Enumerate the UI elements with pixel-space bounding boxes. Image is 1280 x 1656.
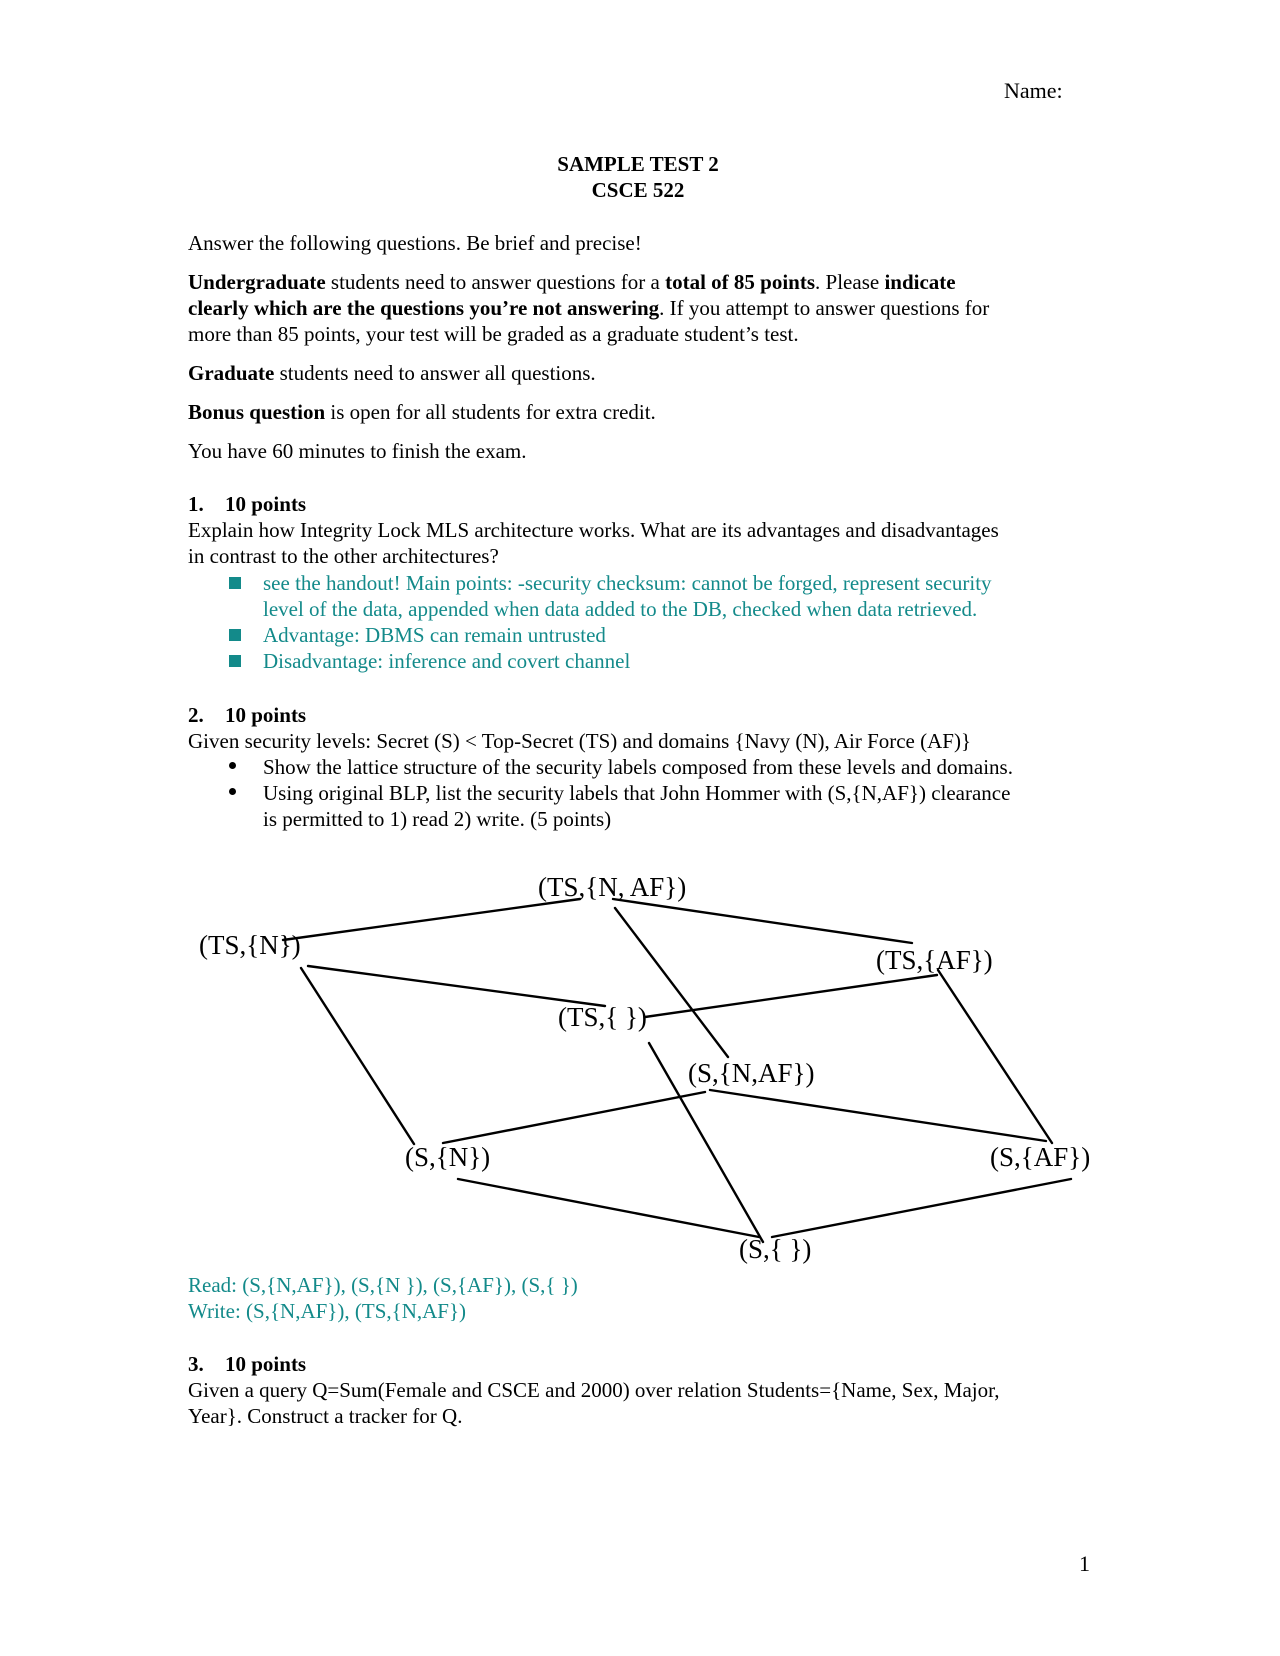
q2-answer-write: Write: (S,{N,AF}), (TS,{N,AF}) — [188, 1299, 467, 1323]
q1-answer-2: Advantage: DBMS can remain untrusted — [263, 623, 606, 647]
undergrad-clearly: clearly which are the questions you’re not answering — [188, 296, 660, 320]
square-bullet-icon — [229, 655, 241, 667]
q2-number: 2. — [188, 703, 204, 727]
undergrad-bold: Undergraduate — [188, 270, 326, 294]
time-line: You have 60 minutes to finish the exam. — [188, 439, 527, 463]
q1-answer-1-line-2: level of the data, appended when data added to the DB, checked when data retrieved. — [263, 597, 978, 621]
q1-text-line-2: in contrast to the other architectures? — [188, 544, 499, 568]
name-label: Name: — [1004, 78, 1063, 103]
q2-text-line-1: Given security levels: Secret (S) < Top-Secret (TS) and domains {Navy (N), Air Force (AF)} — [188, 729, 972, 753]
bullet-icon — [229, 762, 236, 769]
graduate-text: students need to answer all questions. — [274, 361, 596, 385]
q1-number: 1. — [188, 492, 204, 516]
graduate-bold: Graduate — [188, 361, 275, 385]
edge-ts-empty-to-ts-af — [645, 975, 937, 1017]
q1-answer-3: Disadvantage: inference and covert channel — [263, 649, 631, 673]
lattice-node-ts-af: (TS,{AF}) — [876, 945, 993, 975]
q2-bullet-2-line-2: is permitted to 1) read 2) write. (5 points) — [263, 807, 612, 831]
lattice-node-s-n: (S,{N}) — [405, 1142, 491, 1172]
undergrad-text-1: students need to answer questions for a — [325, 270, 666, 294]
course-code: CSCE 522 — [591, 178, 685, 202]
lattice-node-ts-n: (TS,{N}) — [199, 930, 301, 960]
q2-points: 10 points — [225, 703, 307, 727]
lattice-node-s-af: (S,{AF}) — [990, 1142, 1091, 1172]
undergrad-line-3: more than 85 points, your test will be graded as a graduate student’s test. — [188, 322, 799, 346]
edge-s-af-to-s-empty — [772, 1179, 1071, 1237]
bonus-bold: Bonus question — [188, 400, 326, 424]
edge-s-n-af-to-s-af — [710, 1090, 1046, 1141]
q3-text-line-2: Year}. Construct a tracker for Q. — [188, 1404, 463, 1428]
bonus-text: is open for all students for extra credit. — [325, 400, 656, 424]
undergrad-text-2: . Please — [815, 270, 885, 294]
edge-ts-af-to-s-af — [938, 970, 1052, 1143]
q2-bullet-1: Show the lattice structure of the security labels composed from these levels and domains. — [263, 755, 1013, 779]
undergrad-indicate: indicate — [884, 270, 956, 294]
square-bullet-icon — [229, 577, 241, 589]
undergrad-text-3: . If you attempt to answer questions for — [659, 296, 990, 320]
lattice-node-ts-n-af: (TS,{N, AF}) — [538, 872, 687, 902]
edge-s-n-to-s-empty — [458, 1179, 759, 1237]
square-bullet-icon — [229, 629, 241, 641]
edge-top-to-s-n-af — [615, 908, 728, 1057]
edge-s-n-to-s-n-af — [443, 1092, 705, 1143]
instructions-intro: Answer the following questions. Be brief and precise! — [188, 231, 642, 255]
q2-bullet-2-line-1: Using original BLP, list the security labels that John Hommer with (S,{N,AF}) clearance — [263, 781, 1011, 805]
q1-text-line-1: Explain how Integrity Lock MLS architecture works. What are its advantages and disadvantages — [188, 518, 999, 542]
graduate-line — [188, 360, 596, 386]
edge-ts-n-to-ts-empty — [308, 966, 605, 1006]
lattice-node-s-empty: (S,{ }) — [739, 1234, 812, 1264]
undergrad-line-2 — [188, 295, 989, 321]
page-number: 1 — [1079, 1551, 1090, 1576]
bonus-line — [188, 399, 656, 425]
bullet-icon — [229, 788, 236, 795]
lattice-node-ts-empty: (TS,{ }) — [558, 1002, 647, 1032]
page-title: SAMPLE TEST 2 — [557, 152, 719, 176]
q1-points: 10 points — [225, 492, 307, 516]
edge-ts-n-to-top — [283, 899, 580, 940]
q3-text-line-1: Given a query Q=Sum(Female and CSCE and 2000) over relation Students={Name, Sex, Major, — [188, 1378, 1000, 1402]
undergrad-total: total of 85 points — [665, 270, 816, 294]
edge-top-to-ts-af — [613, 899, 912, 943]
lattice-node-s-n-af: (S,{N,AF}) — [688, 1058, 815, 1088]
edge-ts-n-to-s-n — [301, 968, 414, 1144]
q2-answer-read: Read: (S,{N,AF}), (S,{N }), (S,{AF}), (S,{ }) — [188, 1273, 578, 1297]
q3-number: 3. — [188, 1352, 204, 1376]
undergrad-line-1 — [188, 269, 956, 295]
q3-points: 10 points — [225, 1352, 307, 1376]
q1-answer-1-line-1: see the handout! Main points: -security checksum: cannot be forged, represent security — [263, 571, 992, 595]
